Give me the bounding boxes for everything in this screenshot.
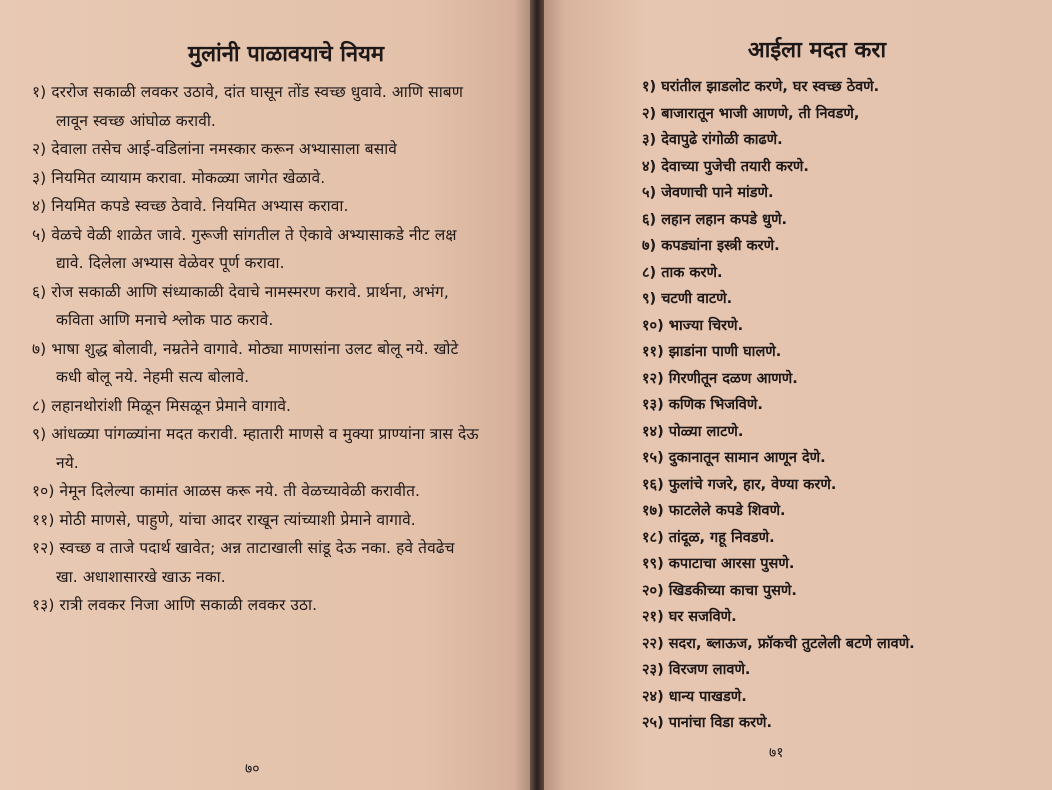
help-item-21: २१) घर सजविणे. bbox=[642, 609, 737, 625]
help-item-8: ८) ताक करणे. bbox=[642, 264, 723, 281]
help-item-16: १६) फुलांचे गजरे, हार, वेण्या करणे. bbox=[642, 476, 837, 493]
help-item-11: ११) झाडांना पाणी घालणे. bbox=[642, 344, 782, 360]
help-item-24: २४) धान्य पाखडणे. bbox=[642, 688, 747, 705]
help-item-17: १७) फाटलेले कपडे शिवणे. bbox=[642, 503, 786, 519]
help-item-20: २०) खिडकीच्या काचा पुसणे. bbox=[642, 582, 797, 599]
help-item-15: १५) दुकानातून सामान आणून देणे. bbox=[642, 450, 826, 466]
help-item-10: १०) भाज्या चिरणे. bbox=[642, 317, 744, 334]
help-item-2: २) बाजारातून भाजी आणणे, ती निवडणे, bbox=[642, 105, 860, 122]
rule-item-5: ५) वेळचे वेळी शाळेत जावे. गुरूजी सांगतील ते ऐकावे अभ्यासाकडे नीट लक्ष द्यावे. दिलेला अभ्यास वेळेवर पूर्ण करावा. bbox=[32, 225, 457, 272]
rule-item-3: ३) नियमित व्यायाम करावा. मोकळ्या जागेत खेळावे. bbox=[32, 168, 326, 187]
help-item-25: २५) पानांचा विडा करणे. bbox=[642, 715, 772, 731]
rule-item-13: १३) रात्री लवकर निजा आणि सकाळी लवकर उठा. bbox=[32, 596, 318, 614]
help-item-12: १२) गिरणीतून दळण आणणे. bbox=[642, 370, 798, 387]
rule-item-9: ९) आंधळ्या पांगळ्यांना मदत करावी. म्हातारी माणसे व मुक्या प्राण्यांना त्रास देऊ नये. bbox=[32, 425, 479, 472]
rule-item-11: ११) मोठी माणसे, पाहुणे, यांचा आदर राखून त्यांच्याशी प्रेमाने वागावे. bbox=[32, 510, 416, 529]
help-item-14: १४) पोळ्या लाटणे. bbox=[642, 423, 744, 440]
help-list bbox=[642, 74, 1032, 737]
rule-item-6: ६) रोज सकाळी आणि संध्याकाळी देवाचे नामस्मरण करावे. प्रार्थना, अभंग, कविता आणि मनाचे श्लोक पाठ करावे. bbox=[32, 282, 449, 329]
help-item-7: ७) कपड्यांना इस्त्री करणे. bbox=[642, 238, 780, 254]
help-item-22: २२) सदरा, ब्लाऊज, फ्रॉकची तुटलेली बटणे लावणे. bbox=[642, 635, 915, 652]
help-item-4: ४) देवाच्या पुजेची तयारी करणे. bbox=[642, 158, 809, 175]
rule-item-8: ८) लहानथोरांशी मिळून मिसळून प्रेमाने वागावे. bbox=[32, 396, 292, 415]
rule-item-7: ७) भाषा शुद्ध बोलावी, नम्रतेने वागावे. मोठ्या माणसांना उलट बोलू नये. खोटे कधी बोलू नये. नेहमी सत्य बोलावे. bbox=[32, 339, 459, 386]
help-item-3: ३) देवापुढे रांगोळी काढणे. bbox=[642, 132, 783, 148]
help-item-13: १३) कणिक भिजविणे. bbox=[642, 397, 763, 413]
rule-item-4: ४) नियमित कपडे स्वच्छ ठेवावे. नियमित अभ्यास करावा. bbox=[32, 197, 349, 215]
help-item-23: २३) विरजण लावणे. bbox=[642, 662, 751, 678]
rule-item-1: १) दररोज सकाळी लवकर उठावे, दांत घासून तोंड स्वच्छ धुवावे. आणि साबण लावून स्वच्छ आंघोळ करावी. bbox=[32, 83, 464, 130]
help-item-5: ५) जेवणाची पाने मांडणे. bbox=[642, 185, 774, 201]
right-page bbox=[544, 0, 1052, 790]
help-item-9: ९) चटणी वाटणे. bbox=[642, 291, 733, 307]
rule-item-12: १२) स्वच्छ व ताजे पदार्थ खावेत; अन्न ताटाखाली सांडू देऊ नका. हवे तेवढेच खा. अधाशासारखे खाऊ नका. bbox=[32, 539, 455, 586]
right-page-title: आईला मदत करा bbox=[747, 38, 887, 63]
rule-item-10: १०) नेमून दिलेल्या कामांत आळस करू नये. ती वेळच्यावेळी करावीत. bbox=[32, 482, 421, 500]
left-page-number: ७० bbox=[245, 761, 260, 777]
rule-item-2: २) देवाला तसेच आई-वडिलांना नमस्कार करून अभ्यासाला बसावे bbox=[32, 140, 398, 158]
help-item-18: १८) तांदूळ, गहू निवडणे. bbox=[642, 529, 775, 546]
left-page-title: मुलांनी पाळावयाचे नियम bbox=[187, 42, 385, 67]
book-gutter bbox=[530, 0, 544, 790]
rules-list bbox=[32, 78, 480, 620]
help-item-19: १९) कपाटाचा आरसा पुसणे. bbox=[642, 556, 795, 572]
right-page-number: ७१ bbox=[769, 745, 784, 761]
help-item-1: १) घरांतील झाडलोट करणे, घर स्वच्छ ठेवणे. bbox=[642, 79, 880, 95]
help-item-6: ६) लहान लहान कपडे धुणे. bbox=[642, 211, 788, 228]
